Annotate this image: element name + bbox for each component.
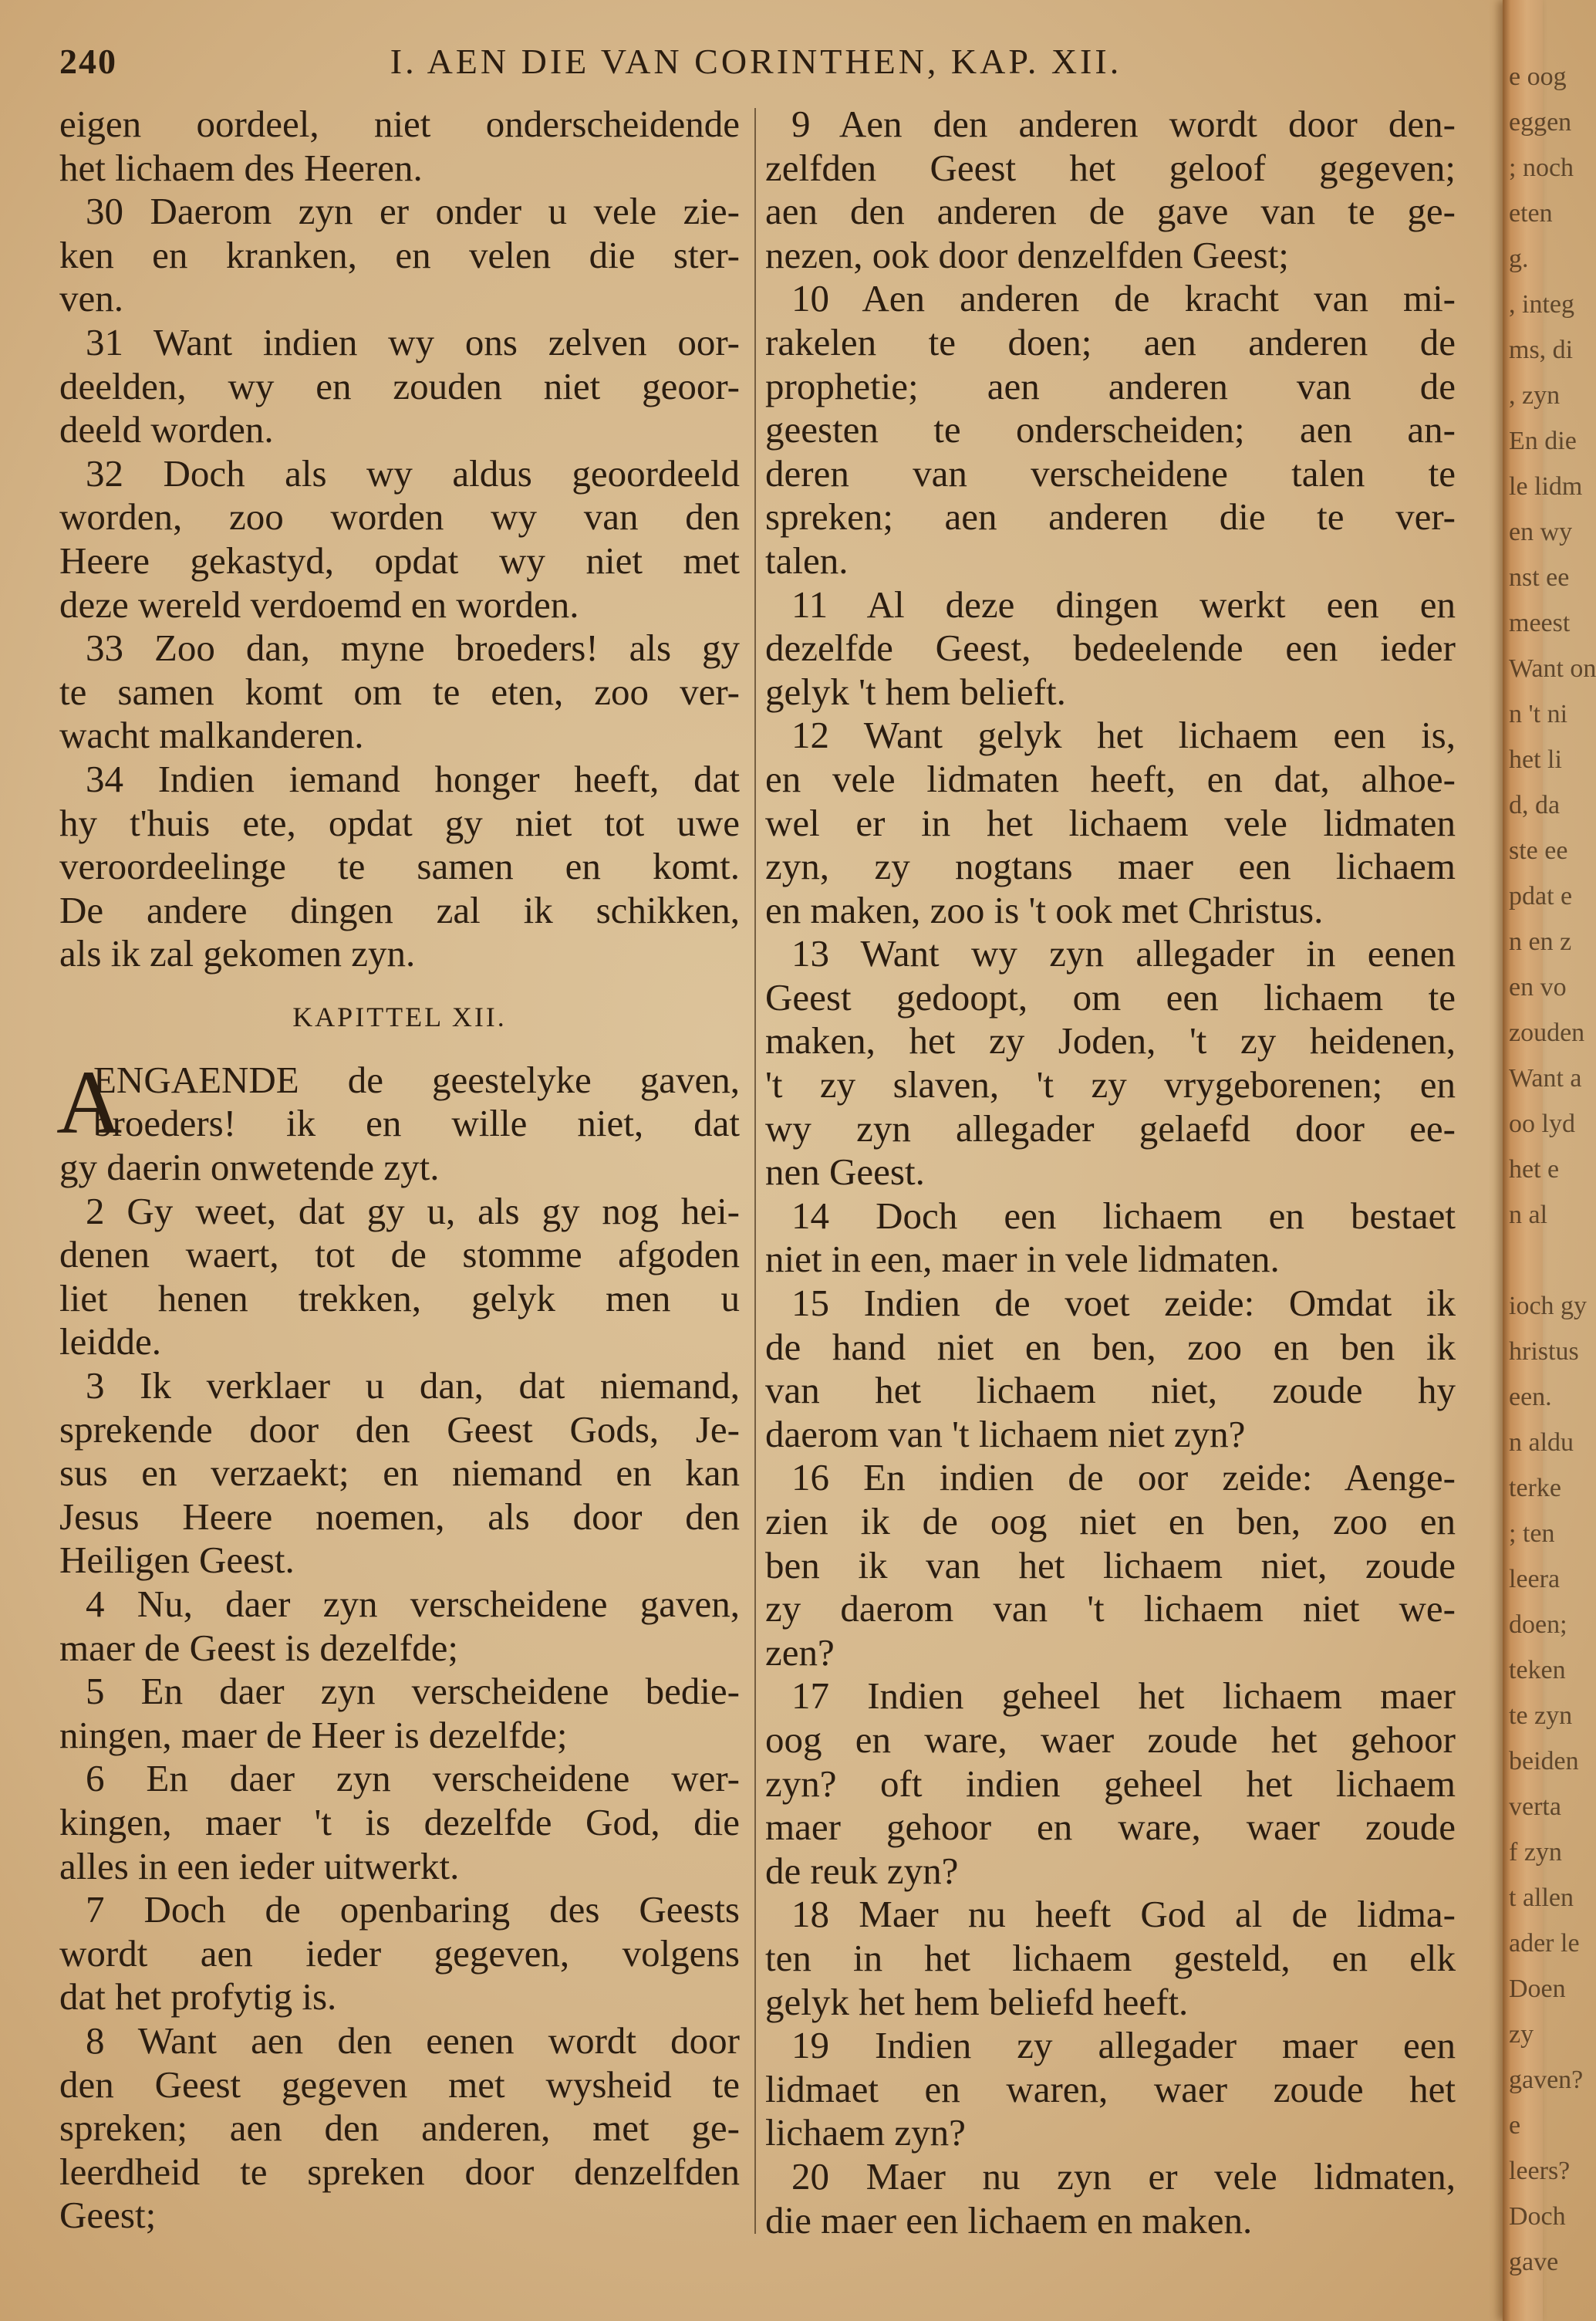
text-line: zelfden Geest het geloof gegeven; xyxy=(765,146,1456,189)
text-line: Geest; xyxy=(59,2194,157,2237)
text-line: liet henen trekken, gelyk men u xyxy=(59,1276,740,1319)
text-line: maer gehoor en ware, waer zoude xyxy=(765,1806,1456,1849)
text-line: sprekende door den Geest Gods, Je- xyxy=(59,1407,740,1451)
edge-text-line: meest xyxy=(1509,609,1571,637)
text-line: wordt aen ieder gegeven, volgens xyxy=(59,1931,740,1975)
text-line: maer de Geest is dezelfde; xyxy=(59,1626,458,1669)
text-line: 19 Indien zy allegader maer een xyxy=(791,2024,1456,2067)
edge-text-line: Doen xyxy=(1509,1975,1566,2003)
edge-text-line: En die xyxy=(1509,427,1577,455)
edge-text-line: Want on xyxy=(1509,654,1596,683)
edge-text-line: f zyn xyxy=(1509,1838,1562,1867)
edge-text-line: ste ee xyxy=(1509,836,1568,865)
text-line: 13 Want wy zyn allegader in eenen xyxy=(791,932,1456,975)
edge-text-line: n aldu xyxy=(1509,1428,1574,1457)
text-line: rakelen te doen; aen anderen de xyxy=(765,320,1456,363)
text-line: daerom van 't lichaem niet zyn? xyxy=(765,1412,1246,1455)
left-column-text-after-chapter xyxy=(59,1059,740,2238)
text-line: niet in een, maer in vele lidmaten. xyxy=(765,1238,1280,1281)
edge-text-line: eten xyxy=(1509,199,1553,228)
text-line: 34 Indien iemand honger heeft, dat xyxy=(86,757,740,800)
edge-text-line: het li xyxy=(1509,745,1562,774)
edge-text-line: g. xyxy=(1509,245,1529,273)
text-line: spreken; aen anderen die te ver- xyxy=(765,495,1456,539)
running-title: I. AEN DIE VAN CORINTHEN, KAP. XII. xyxy=(390,42,1122,81)
edge-text-line: hristus xyxy=(1509,1337,1579,1366)
text-line: 6 En daer zyn verscheidene wer- xyxy=(86,1757,740,1800)
text-line: 16 En indien de oor zeide: Aenge- xyxy=(791,1456,1456,1499)
text-line: veroordeelinge te samen en komt. xyxy=(59,845,740,888)
text-line: broeders! ik en wille niet, dat xyxy=(93,1102,740,1145)
text-line: 15 Indien de voet zeide: Omdat ik xyxy=(791,1282,1456,1325)
edge-text-line: ader le xyxy=(1509,1929,1580,1958)
text-line: Jesus Heere noemen, als door den xyxy=(59,1495,740,1538)
text-line: zien ik de oog niet en ben, zoo en xyxy=(765,1500,1456,1542)
text-line: sus en verzaekt; en niemand en kan xyxy=(59,1451,740,1495)
edge-text-line: , integ xyxy=(1509,290,1574,319)
text-line: geesten te onderscheiden; aen an- xyxy=(765,408,1456,451)
edge-text-line: Doch xyxy=(1509,2202,1566,2231)
text-line: dat het profytig is. xyxy=(59,1975,337,2019)
edge-text-line: beiden xyxy=(1509,1747,1579,1775)
text-line: 33 Zoo dan, myne broeders! als gy xyxy=(86,627,740,670)
text-line: ben ik van het lichaem niet, zoude xyxy=(765,1543,1456,1586)
edge-text-line: het e xyxy=(1509,1155,1560,1184)
left-column xyxy=(56,103,740,2238)
text-line: ningen, maer de Heer is dezelfde; xyxy=(59,1713,568,1756)
text-line: ken en kranken, en velen die ster- xyxy=(59,233,740,276)
edge-text-line: terke xyxy=(1509,1474,1561,1502)
edge-text-line: ; noch xyxy=(1509,154,1574,182)
text-line: 9 Aen den anderen wordt door den- xyxy=(791,103,1456,145)
edge-text-line: n en z xyxy=(1509,927,1572,956)
edge-text-line: nst ee xyxy=(1509,563,1570,592)
text-line: gy daerin onwetende zyt. xyxy=(59,1146,440,1189)
edge-text-line: leera xyxy=(1509,1565,1561,1593)
text-line: de hand niet en ben, zoo en ben ik xyxy=(765,1325,1456,1368)
edge-text-line: e xyxy=(1509,2111,1521,2140)
text-line: 11 Al deze dingen werkt een en xyxy=(791,583,1456,626)
edge-text-line: en wy xyxy=(1509,518,1573,546)
edge-text-line: ; ten xyxy=(1509,1519,1555,1548)
edge-text-line: n 't ni xyxy=(1509,700,1568,728)
left-column-text-before-chapter xyxy=(59,103,740,976)
right-column-text xyxy=(765,103,1456,2242)
edge-text-line xyxy=(1509,1238,1596,1283)
text-line: 5 En daer zyn verscheidene bedie- xyxy=(86,1670,740,1713)
text-line: lichaem zyn? xyxy=(765,2111,966,2154)
adjacent-page-edge xyxy=(1503,0,1596,2321)
text-line: 't zy slaven, 't zy vrygeborenen; en xyxy=(765,1063,1456,1106)
text-line: de reuk zyn? xyxy=(765,1849,959,1892)
edge-text-line: ms, di xyxy=(1509,336,1574,364)
text-line: en vele lidmaten heeft, en dat, alhoe- xyxy=(765,757,1456,800)
right-column xyxy=(765,103,1456,2242)
text-line: het lichaem des Heeren. xyxy=(59,146,423,189)
text-line: 31 Want indien wy ons zelven oor- xyxy=(86,320,740,363)
text-line: lidmaet en waren, waer zoude het xyxy=(765,2067,1456,2110)
edge-text-line: verta xyxy=(1509,1792,1561,1821)
text-line: zen? xyxy=(765,1630,835,1674)
text-line: aen den anderen de gave van te ge- xyxy=(765,190,1456,233)
text-line: wy zyn allegader gelaefd door ee- xyxy=(765,1106,1456,1150)
text-line: wacht malkanderen. xyxy=(59,714,364,757)
text-line: 10 Aen anderen de kracht van mi- xyxy=(791,277,1456,320)
text-line: Geest gedoopt, om een lichaem te xyxy=(765,975,1456,1019)
text-line: Heiligen Geest. xyxy=(59,1539,295,1582)
edge-text-line: teken xyxy=(1509,1656,1566,1684)
text-line: 4 Nu, daer zyn verscheidene gaven, xyxy=(86,1583,740,1625)
text-line: 20 Maer nu zyn er vele lidmaten, xyxy=(791,2154,1456,2198)
page-number: 240 xyxy=(59,42,117,81)
text-line: deren van verscheidene talen te xyxy=(765,451,1456,495)
text-line: deze wereld verdoemd en worden. xyxy=(59,583,579,626)
text-line: 18 Maer nu heeft God al de lidma- xyxy=(791,1893,1456,1936)
edge-text-line: leers? xyxy=(1509,2157,1571,2185)
edge-text-line: oo lyd xyxy=(1509,1110,1575,1138)
text-line: zy daerom van 't lichaem niet we- xyxy=(765,1587,1456,1630)
text-line: 12 Want gelyk het lichaem een is, xyxy=(791,714,1456,757)
text-line: 8 Want aen den eenen wordt door xyxy=(86,2019,740,2062)
text-line: dezelfde Geest, bedeelende een ieder xyxy=(765,627,1456,670)
chapter-heading: KAPITTEL XII. xyxy=(292,1001,507,1032)
text-line: 17 Indien geheel het lichaem maer xyxy=(791,1674,1456,1718)
edge-text-line: zy xyxy=(1509,2020,1534,2049)
edge-text-line: gaven? xyxy=(1509,2066,1584,2094)
text-line: als ik zal gekomen zyn. xyxy=(59,932,416,975)
text-line: hy t'huis ete, opdat gy niet tot uwe xyxy=(59,801,740,844)
text-line: spreken; aen den anderen, met ge- xyxy=(59,2106,740,2150)
text-line: van het lichaem niet, zoude hy xyxy=(765,1369,1456,1412)
edge-text-line: ioch gy xyxy=(1509,1292,1588,1320)
edge-text-line: een. xyxy=(1509,1383,1552,1411)
text-line: oog en ware, waer zoude het gehoor xyxy=(765,1718,1456,1761)
text-line: deeld worden. xyxy=(59,408,274,451)
text-line: zyn, zy nogtans maer een lichaem xyxy=(765,845,1456,888)
text-line: ven. xyxy=(59,277,123,320)
adjacent-page-text xyxy=(1509,54,1596,2285)
edge-text-line: te zyn xyxy=(1509,1701,1573,1730)
text-line: 2 Gy weet, dat gy u, als gy nog hei- xyxy=(86,1189,740,1232)
text-line: te samen komt om te eten, zoo ver- xyxy=(59,670,740,713)
edge-text-line: pdat e xyxy=(1509,882,1573,910)
edge-text-line: le lidm xyxy=(1509,472,1583,501)
text-line: gelyk 't hem belieft. xyxy=(765,670,1066,713)
text-line: leidde. xyxy=(59,1320,161,1363)
edge-text-line: e oog xyxy=(1509,63,1567,91)
column-divider xyxy=(754,108,756,2234)
chapter-opening xyxy=(56,1051,740,2238)
text-line: De andere dingen zal ik schikken, xyxy=(59,888,740,931)
text-line: 7 Doch de openbaring des Geests xyxy=(86,1888,740,1931)
text-line: 30 Daerom zyn er onder u vele zie- xyxy=(86,190,740,233)
edge-text-line: t allen xyxy=(1509,1883,1574,1912)
text-line: gelyk het hem beliefd heeft. xyxy=(765,1980,1189,2023)
text-line: nezen, ook door denzelfden Geest; xyxy=(765,233,1289,276)
text-line: zyn? oft indien geheel het lichaem xyxy=(765,1762,1456,1805)
text-line: ENGAENDE de geestelyke gaven, xyxy=(93,1058,740,1101)
text-line: wel er in het lichaem vele lidmaten xyxy=(765,801,1456,844)
text-line: 14 Doch een lichaem en bestaet xyxy=(791,1194,1456,1237)
edge-text-line: d, da xyxy=(1509,791,1561,819)
text-line: den Geest gegeven met wysheid te xyxy=(59,2063,740,2106)
edge-text-line: , zyn xyxy=(1509,381,1561,410)
text-line: maken, het zy Joden, 't zy heidenen, xyxy=(765,1019,1456,1063)
text-line: alles in een ieder uitwerkt. xyxy=(59,1844,460,1887)
text-line: 32 Doch als wy aldus geoordeeld xyxy=(86,451,740,495)
edge-text-line: zouden xyxy=(1509,1019,1585,1047)
drop-cap: A xyxy=(56,1051,123,1153)
edge-text-line: doen; xyxy=(1509,1610,1567,1639)
edge-text-line: Want a xyxy=(1509,1064,1582,1093)
edge-text-line: en vo xyxy=(1509,973,1567,1002)
text-line: worden, zoo worden wy van den xyxy=(59,495,740,539)
text-line: denen waert, tot de stomme afgoden xyxy=(59,1233,740,1276)
text-line: ten in het lichaem gesteld, en elk xyxy=(765,1936,1456,1979)
text-line: en maken, zoo is 't ook met Christus. xyxy=(765,888,1324,931)
text-line: Heere gekastyd, opdat wy niet met xyxy=(59,539,740,582)
edge-text-line: n al xyxy=(1509,1201,1548,1229)
text-line: die maer een lichaem en maken. xyxy=(765,2198,1253,2242)
edge-text-line: gave xyxy=(1509,2248,1559,2276)
text-line: talen. xyxy=(765,539,849,582)
text-line: leerdheid te spreken door denzelfden xyxy=(59,2150,740,2193)
text-line: eigen oordeel, niet onderscheidende xyxy=(59,103,740,145)
text-line: prophetie; aen anderen van de xyxy=(765,364,1456,407)
text-line: 3 Ik verklaer u dan, dat niemand, xyxy=(86,1364,740,1407)
text-line: deelden, wy en zouden niet geoor- xyxy=(59,364,740,407)
text-line: kingen, maer 't is dezelfde God, die xyxy=(59,1800,740,1843)
text-line: nen Geest. xyxy=(765,1150,925,1194)
edge-text-line: eggen xyxy=(1509,108,1572,137)
